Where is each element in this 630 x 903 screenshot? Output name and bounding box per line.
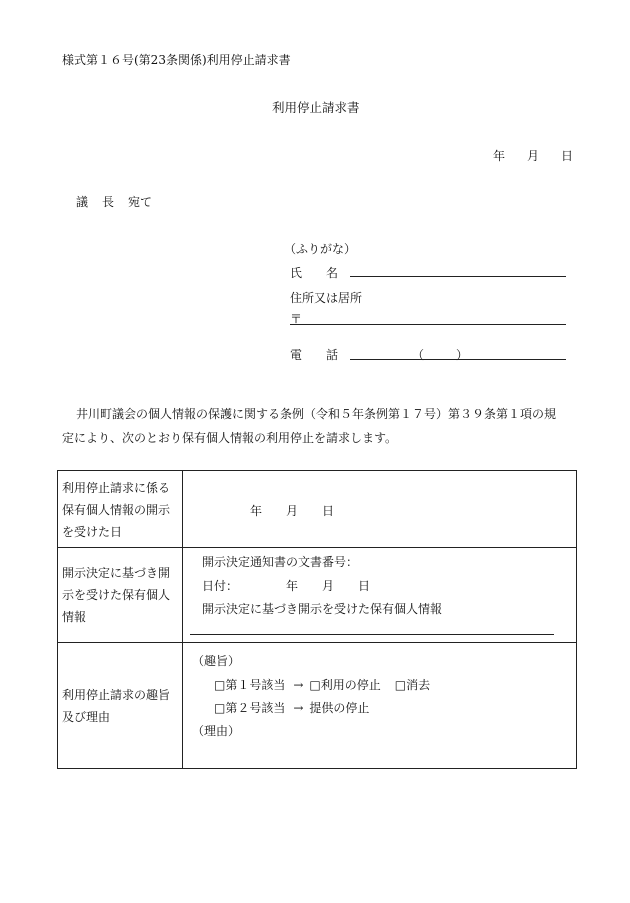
row-2-year: 年 [286, 579, 299, 593]
row-2-date[interactable] [286, 577, 370, 594]
row-2-label-line: 開示決定に基づき開 [62, 566, 171, 580]
arrow-right-icon: → [293, 678, 304, 692]
disclosed-info-label: 開示決定に基づき開示を受けた保有個人情報 [202, 602, 443, 616]
name-field-line[interactable] [350, 276, 566, 277]
phone-paren-close: ） [456, 348, 469, 362]
phone-paren-open: （ [412, 348, 425, 362]
address-field-line[interactable] [290, 324, 566, 325]
date-line [493, 147, 573, 164]
table-border-right [576, 470, 577, 769]
table-border-row-2 [57, 642, 576, 643]
row-2-label-line: 情報 [62, 610, 87, 624]
date-day: 日 [561, 149, 574, 163]
furigana-label: （ふりがな） [284, 242, 357, 256]
name-char-1: 氏 [290, 266, 303, 280]
checkbox-erase[interactable]: □消去 [394, 678, 431, 692]
row-1-day: 日 [322, 504, 335, 518]
table-border-left [57, 470, 58, 768]
row-2-label [62, 562, 180, 628]
body-text-line-2: 定により、次のとおり保有個人情報の利用停止を請求します。 [62, 431, 398, 445]
row-1-month: 月 [286, 504, 299, 518]
row-3-label [62, 684, 180, 728]
stop-provision-label: 提供の停止 [309, 701, 370, 715]
table-border-top [57, 470, 576, 471]
date-year: 年 [493, 149, 506, 163]
checkbox-item-1[interactable]: □第１号該当 [214, 678, 286, 692]
phone-label [290, 346, 338, 363]
arrow-right-icon: → [293, 701, 304, 715]
checkbox-item-2[interactable]: □第２号該当 [214, 701, 286, 715]
addressee-char-1: 議 [76, 195, 89, 209]
checkbox-stop-use[interactable]: □利用の停止 [309, 678, 381, 692]
body-text-line-1: 井川町議会の個人情報の保護に関する条例（令和５年条例第１７号）第３９条第１項の規 [76, 407, 557, 421]
purpose-option-1 [214, 676, 430, 693]
phone-char-2: 話 [326, 348, 339, 362]
postal-mark: 〒 [290, 312, 303, 326]
reason-heading: （理由） [192, 724, 241, 738]
row-1-label-line: 利用停止請求に係る [62, 481, 171, 495]
row-3-label-line: 利用停止請求の趣旨 [62, 688, 171, 702]
row-1-label [62, 477, 180, 543]
row-2-date-label: 日付： [202, 579, 239, 593]
row-2-day: 日 [358, 579, 371, 593]
name-char-2: 名 [326, 266, 339, 280]
purpose-heading: （趣旨） [192, 654, 241, 668]
phone-field-line[interactable] [350, 359, 566, 360]
row-2-label-line: 示を受けた保有個人 [62, 588, 171, 602]
row-1-year: 年 [250, 504, 263, 518]
row-1-date[interactable] [250, 502, 334, 519]
row-3-label-line: 及び理由 [62, 710, 111, 724]
date-month: 月 [527, 149, 540, 163]
form-code: 様式第１６号(第23条関係)利用停止請求書 [62, 53, 291, 67]
purpose-option-2 [214, 699, 369, 716]
table-border-bottom [57, 768, 576, 769]
disclosed-info-field-line[interactable] [190, 634, 554, 635]
addressee [76, 193, 152, 210]
name-label [290, 264, 338, 281]
row-1-label-line: を受けた日 [62, 525, 123, 539]
table-border-row-1 [57, 547, 576, 548]
doc-number-label: 開示決定通知書の文書番号： [202, 555, 359, 569]
form-title: 利用停止請求書 [272, 100, 360, 115]
addressee-title: 宛て [128, 195, 153, 209]
row-1-label-line: 保有個人情報の開示 [62, 503, 171, 517]
table-border-middle [182, 470, 183, 768]
row-2-month: 月 [322, 579, 335, 593]
address-label: 住所又は居所 [290, 291, 363, 305]
addressee-char-2: 長 [102, 195, 115, 209]
phone-char-1: 電 [290, 348, 303, 362]
